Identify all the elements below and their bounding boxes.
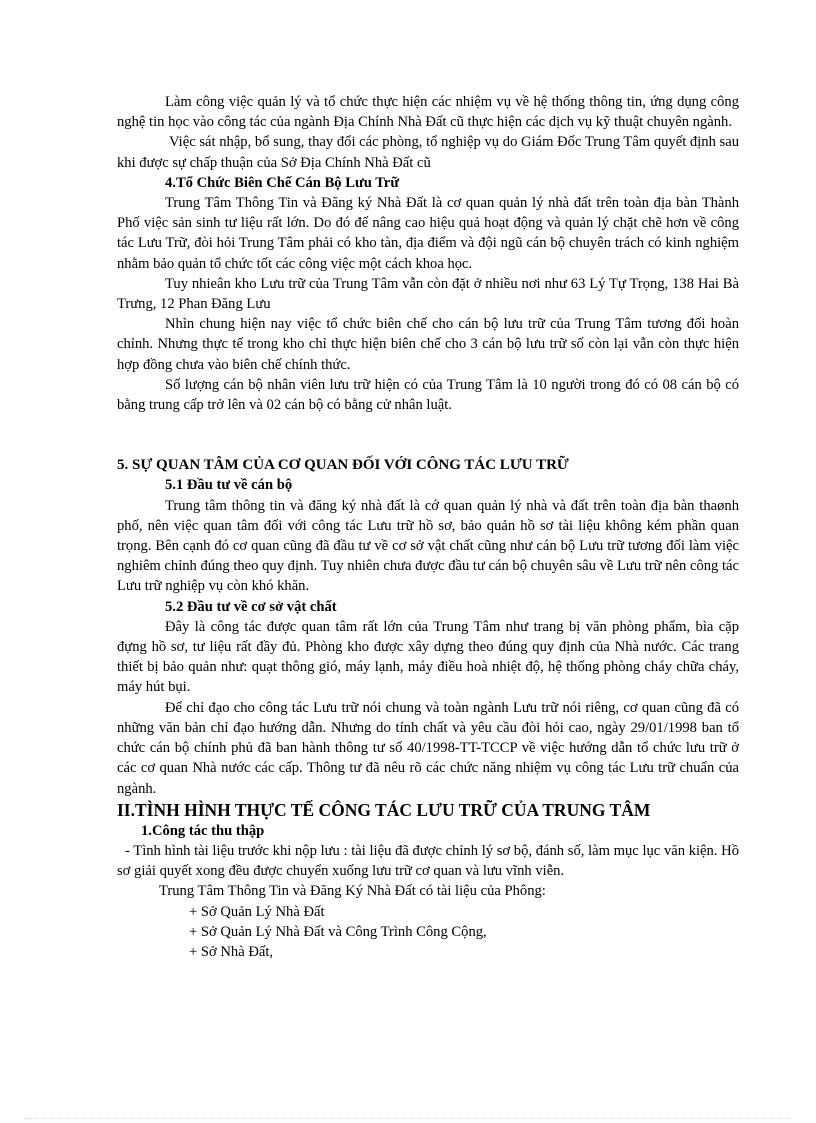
document-page: [117, 92, 739, 962]
paragraph: Trung Tâm Thông Tin và Đăng ký Nhà Đất là cơ quan quản lý nhà đất trên toàn địa bàn Thành Phố việc sản sinh tư liệu rất lớn. Do đó để nâng cao hiệu quả hoạt động và quản lý chặt chẽ hơn về công tác Lưu Trữ, đòi hỏi Trung Tâm phải có kho tàn, địa điểm và đội ngũ cán bộ chuyên trách có kinh nghiệm nhằm bảo quản tổ chức tốt các công việc một cách khoa học.: [117, 195, 739, 272]
paragraph: Để chỉ đạo cho công tác Lưu trữ nói chung và toàn ngành Lưu trữ nói riêng, cơ quan cũng đã có những văn bản chỉ đạo hướng dẫn. Nhưng do tính chất và yêu cầu đòi hỏi cao, ngày 29/01/1998 ban tổ chức cán bộ chính phủ đã ban hành thông tư số 40/1998-TT-TCCP về việc hướng dẫn tổ chức lưu trữ ở các cơ quan Nhà nước các cấp. Thông tư đã nêu rõ các chức năng nhiệm vụ công tác Lưu trữ chuẩn của ngành.: [117, 699, 739, 797]
list-item: + Sở Quản Lý Nhà Đất và Công Trình Công Cộng,: [189, 923, 487, 940]
list-intro: Trung Tâm Thông Tin và Đăng Ký Nhà Đất có tài liệu của Phông:: [159, 883, 546, 900]
paragraph: - Tình hình tài liệu trước khi nộp lưu : tài liệu đã được chỉnh lý sơ bộ, đánh số, làm mục lục văn kiện. Hồ sơ giải quyết xong đều được chuyển xuống lưu trữ cơ quan và lưu vĩnh viễn.: [117, 842, 739, 880]
subsection-heading-5-2: 5.2 Đầu tư về cơ sở vật chất: [165, 598, 337, 615]
paragraph: Trung tâm thông tin và đăng ký nhà đất là cớ quan quản lý nhà và đất trên toàn địa bàn thaønh phố, nên việc quan tâm đối với công tác Lưu trữ hồ sơ, bảo quản hồ sơ tài liệu không kém phần quan trọng. Bên cạnh đó cơ quan cũng đã đầu tư về cơ sở vật chất cũng như cán bộ Lưu trữ tương đối làm việc nghiêm chỉnh đúng theo quy định. Tuy nhiên chưa được đầu tư cán bộ chuyên sâu về Lưu trữ nên công tác Lưu trữ nghiệp vụ còn khó khăn.: [117, 497, 739, 595]
page-bottom-divider: [24, 1118, 792, 1119]
list-item: + Sở Nhà Đất,: [189, 943, 274, 960]
paragraph: Tuy nhieân kho Lưu trữ của Trung Tâm vẫn còn đặt ở nhiều nơi như 63 Lý Tự Trọng, 138 Hai Bà Trưng, 12 Phan Đăng Lưu: [117, 275, 739, 313]
paragraph: Nhìn chung hiện nay việc tổ chức biên chế cho cán bộ lưu trữ của Trung Tâm tương đối hoàn chỉnh. Nhưng thực tế trong kho chỉ thực hiện biên chế cho 3 cán bộ lưu trữ số còn lại vẫn còn thực hiện hợp đồng chưa vào biên chế chính thức.: [117, 316, 739, 373]
paragraph: Đây là công tác được quan tâm rất lớn của Trung Tâm như trang bị văn phòng phẩm, bìa cặp đựng hồ sơ, tư liệu rất đầy đủ. Phòng kho được xây dựng theo đúng quy định của Nhà nước. Các trang thiết bị bảo quản như: quạt thông gió, máy lạnh, máy điều hoà nhiệt độ, hệ thống phòng cháy chữa cháy, máy hút bụi.: [117, 618, 739, 696]
chapter-heading-ii: II.TÌNH HÌNH THỰC TẾ CÔNG TÁC LƯU TRỮ CỦA TRUNG TÂM: [117, 799, 651, 820]
list-item: + Sở Quản Lý Nhà Đất: [189, 903, 325, 920]
section-heading-5: 5. SỰ QUAN TÂM CỦA CƠ QUAN ĐỐI VỚI CÔNG TÁC LƯU TRỮ: [117, 457, 569, 474]
paragraph: Làm công việc quản lý và tổ chức thực hiện các nhiệm vụ về hệ thống thông tin, ứng dụng công nghệ tin học vào công tác của ngành Địa Chính Nhà Đất cũ thực hiện các dịch vụ kỹ thuật chuyên ngành.: [117, 94, 739, 131]
subsection-heading-5-1: 5.1 Đầu tư về cán bộ: [165, 477, 293, 494]
paragraph: Việc sát nhập, bổ sung, thay đổi các phòng, tổ nghiệp vụ do Giám Đốc Trung Tâm quyết định sau khi được sự chấp thuận của Sở Địa Chính Nhà Đất cũ: [117, 134, 739, 171]
section-heading-4: 4.Tổ Chức Biên Chế Cán Bộ Lưu Trữ: [165, 174, 400, 191]
subsection-heading-1: 1.Công tác thu thập: [141, 822, 265, 839]
paragraph: Số lượng cán bộ nhân viên lưu trữ hiện có của Trung Tâm là 10 người trong đó có 08 cán bộ có bằng trung cấp trở lên và 02 cán bộ có bằng cử nhân luật.: [117, 376, 739, 414]
